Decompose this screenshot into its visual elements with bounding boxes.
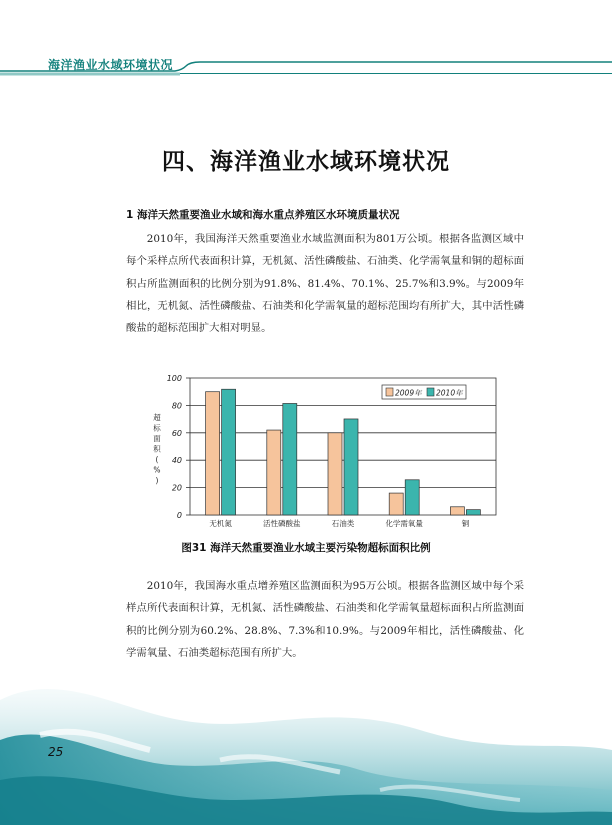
running-header: 海洋渔业水域环境状况 xyxy=(48,58,174,72)
legend-label: 2009年 xyxy=(395,388,422,398)
y-tick-label: 80 xyxy=(171,401,182,411)
y-tick-label: 60 xyxy=(171,428,182,438)
page-number: 25 xyxy=(48,745,64,759)
bar xyxy=(405,480,419,515)
y-axis-label-char: ) xyxy=(155,476,159,485)
section-heading: 1 海洋天然重要渔业水域和海水重点养殖区水环境质量状况 xyxy=(126,209,400,221)
x-tick-label: 无机氮 xyxy=(209,519,232,528)
x-tick-label: 活性磷酸盐 xyxy=(263,519,301,528)
y-tick-label: 0 xyxy=(176,511,182,520)
y-tick-label: 20 xyxy=(171,483,182,493)
y-axis-label-char: ( xyxy=(155,455,159,464)
body-paragraph-1: 2010年，我国海洋天然重要渔业水域监测面积为801万公顷。根据各监测区域中每个采样点所代表面积计算，无机氮、活性磷酸盐、石油类、化学需氧量和铜的超标面积占所监测面积的比例分别为91.8%、81.4%、70.1%、25.7%和3.9%。与2009年相比，无机氮、活性磷酸盐、石油类和化学需氧量的超标范围均有所扩大，其中活性磷酸盐的超标范围扩大相对明显。 xyxy=(126,233,524,335)
bar xyxy=(206,392,220,515)
legend-swatch xyxy=(386,388,393,396)
y-axis-label-char: 标 xyxy=(153,423,161,433)
x-tick-label: 化学需氧量 xyxy=(385,519,423,528)
figure-caption: 图31 海洋天然重要渔业水域主要污染物超标面积比例 xyxy=(181,542,431,554)
x-tick-label: 铜 xyxy=(461,519,470,528)
y-tick-label: 40 xyxy=(171,456,182,466)
y-axis-label-char: 超 xyxy=(153,413,161,422)
bar xyxy=(389,493,403,515)
legend-swatch xyxy=(427,388,434,396)
y-axis-label-char: 积 xyxy=(153,444,161,454)
chart-svg xyxy=(140,370,510,535)
bar-chart xyxy=(140,370,510,535)
legend-label: 2010年 xyxy=(436,388,463,398)
bar xyxy=(328,433,342,515)
bar xyxy=(466,510,480,515)
bar xyxy=(450,507,464,515)
y-axis-label-char: % xyxy=(153,465,161,475)
bar xyxy=(283,403,297,515)
bar xyxy=(267,430,281,515)
y-axis-label-char: 面 xyxy=(153,434,161,443)
body-paragraph-2: 2010年，我国海水重点增养殖区监测面积为95万公顷。根据各监测区域中每个采样点所代表面积计算，无机氮、活性磷酸盐、石油类和化学需氧量超标面积占所监测面积的比例分别为60.2%、28.8%、7.3%和10.9%。与2009年相比，活性磷酸盐、化学需氧量、石油类超标范围有所扩大。 xyxy=(126,580,524,659)
bar xyxy=(344,419,358,515)
y-tick-label: 100 xyxy=(166,374,182,383)
wave-decoration xyxy=(0,640,612,825)
page-title: 四、海洋渔业水域环境状况 xyxy=(162,148,450,175)
x-tick-label: 石油类 xyxy=(331,519,355,528)
bar xyxy=(222,389,236,515)
